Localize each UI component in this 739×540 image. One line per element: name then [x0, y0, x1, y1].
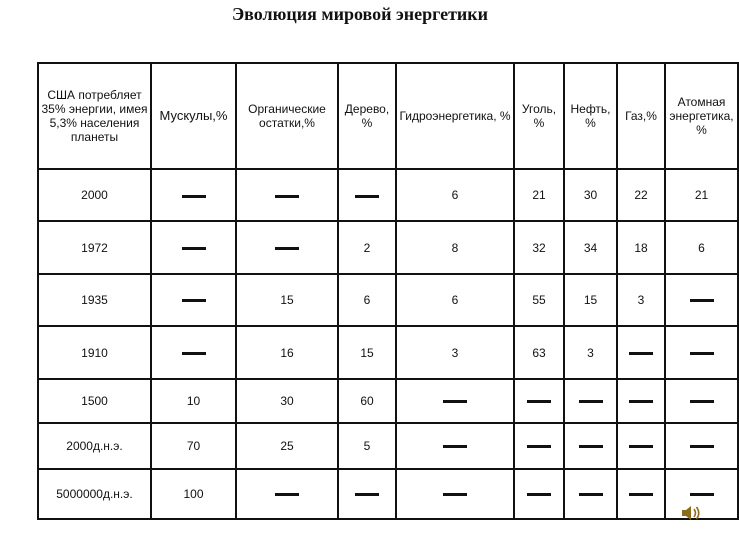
table-row — [38, 469, 738, 520]
empty-dash-cell — [564, 423, 617, 468]
year-cell: 1935 — [38, 274, 151, 326]
empty-dash-cell — [514, 379, 564, 423]
empty-dash-cell — [338, 469, 396, 520]
dash-mark — [182, 299, 206, 302]
dash-mark — [182, 195, 206, 198]
value-cell: 10 — [151, 379, 236, 423]
header-cell-us-consumption: США потребляет 35% энергии, имея 5,3% населения планеты — [38, 63, 151, 169]
empty-dash-cell — [151, 221, 236, 273]
empty-dash-cell — [151, 169, 236, 221]
year-cell: 1972 — [38, 221, 151, 273]
year-cell: 1910 — [38, 326, 151, 378]
dash-mark — [629, 400, 653, 403]
header-cell-muscles: Мускулы,% — [151, 63, 236, 169]
dash-mark — [690, 400, 714, 403]
header-cell-nuclear: Атомная энергетика, % — [665, 63, 738, 169]
value-cell: 22 — [617, 169, 665, 221]
value-cell: 16 — [236, 326, 338, 378]
empty-dash-cell — [617, 379, 665, 423]
value-cell: 34 — [564, 221, 617, 273]
dash-mark — [527, 445, 551, 448]
dash-mark — [182, 247, 206, 250]
empty-dash-cell — [236, 169, 338, 221]
empty-dash-cell — [236, 469, 338, 520]
value-cell: 32 — [514, 221, 564, 273]
dash-mark — [690, 493, 714, 496]
dash-mark — [579, 493, 603, 496]
value-cell: 2 — [338, 221, 396, 273]
table-row — [38, 274, 738, 326]
value-cell: 100 — [151, 469, 236, 520]
table-row — [38, 423, 738, 468]
value-cell: 25 — [236, 423, 338, 468]
header-cell-oil: Нефть, % — [564, 63, 617, 169]
empty-dash-cell — [665, 326, 738, 378]
header-row — [38, 63, 738, 169]
value-cell: 6 — [396, 274, 514, 326]
header-cell-wood: Дерево, % — [338, 63, 396, 169]
empty-dash-cell — [396, 379, 514, 423]
value-cell: 3 — [396, 326, 514, 378]
value-cell: 8 — [396, 221, 514, 273]
dash-mark — [629, 445, 653, 448]
header-cell-hydro: Гидроэнергетика, % — [396, 63, 514, 169]
value-cell: 15 — [338, 326, 396, 378]
empty-dash-cell — [617, 469, 665, 520]
value-cell: 60 — [338, 379, 396, 423]
empty-dash-cell — [617, 326, 665, 378]
empty-dash-cell — [514, 423, 564, 468]
year-cell: 5000000д.н.э. — [38, 469, 151, 520]
empty-dash-cell — [396, 469, 514, 520]
table-row — [38, 379, 738, 423]
value-cell: 18 — [617, 221, 665, 273]
value-cell: 70 — [151, 423, 236, 468]
table-row — [38, 221, 738, 273]
value-cell: 3 — [617, 274, 665, 326]
header-cell-organic: Органические остатки,% — [236, 63, 338, 169]
header-cell-coal: Уголь, % — [514, 63, 564, 169]
header-cell-gas: Газ,% — [617, 63, 665, 169]
table-row — [38, 169, 738, 221]
year-cell: 2000 — [38, 169, 151, 221]
dash-mark — [355, 493, 379, 496]
value-cell: 3 — [564, 326, 617, 378]
dash-mark — [629, 493, 653, 496]
value-cell: 21 — [514, 169, 564, 221]
year-cell: 1500 — [38, 379, 151, 423]
value-cell: 15 — [236, 274, 338, 326]
empty-dash-cell — [617, 423, 665, 468]
empty-dash-cell — [514, 469, 564, 520]
value-cell: 6 — [396, 169, 514, 221]
table-row — [38, 326, 738, 378]
empty-dash-cell — [665, 379, 738, 423]
dash-mark — [579, 400, 603, 403]
empty-dash-cell — [338, 169, 396, 221]
dash-mark — [182, 352, 206, 355]
empty-dash-cell — [396, 423, 514, 468]
empty-dash-cell — [665, 274, 738, 326]
energy-table — [37, 62, 739, 520]
dash-mark — [443, 400, 467, 403]
dash-mark — [527, 400, 551, 403]
empty-dash-cell — [151, 326, 236, 378]
dash-mark — [579, 445, 603, 448]
value-cell: 5 — [338, 423, 396, 468]
dash-mark — [690, 299, 714, 302]
empty-dash-cell — [564, 469, 617, 520]
value-cell: 30 — [564, 169, 617, 221]
dash-mark — [275, 195, 299, 198]
value-cell: 55 — [514, 274, 564, 326]
dash-mark — [527, 493, 551, 496]
dash-mark — [443, 445, 467, 448]
dash-mark — [690, 352, 714, 355]
dash-mark — [629, 352, 653, 355]
dash-mark — [275, 247, 299, 250]
value-cell: 6 — [665, 221, 738, 273]
value-cell: 30 — [236, 379, 338, 423]
year-cell: 2000д.н.э. — [38, 423, 151, 468]
value-cell: 15 — [564, 274, 617, 326]
table-body — [38, 169, 738, 519]
empty-dash-cell — [564, 379, 617, 423]
dash-mark — [443, 493, 467, 496]
value-cell: 6 — [338, 274, 396, 326]
empty-dash-cell — [665, 423, 738, 468]
empty-dash-cell — [236, 221, 338, 273]
speaker-icon[interactable] — [680, 503, 702, 523]
page-title: Эволюция мировой энергетики — [231, 4, 489, 24]
dash-mark — [275, 493, 299, 496]
dash-mark — [690, 445, 714, 448]
energy-table-container — [37, 62, 737, 520]
empty-dash-cell — [151, 274, 236, 326]
value-cell: 63 — [514, 326, 564, 378]
value-cell: 21 — [665, 169, 738, 221]
dash-mark — [355, 195, 379, 198]
